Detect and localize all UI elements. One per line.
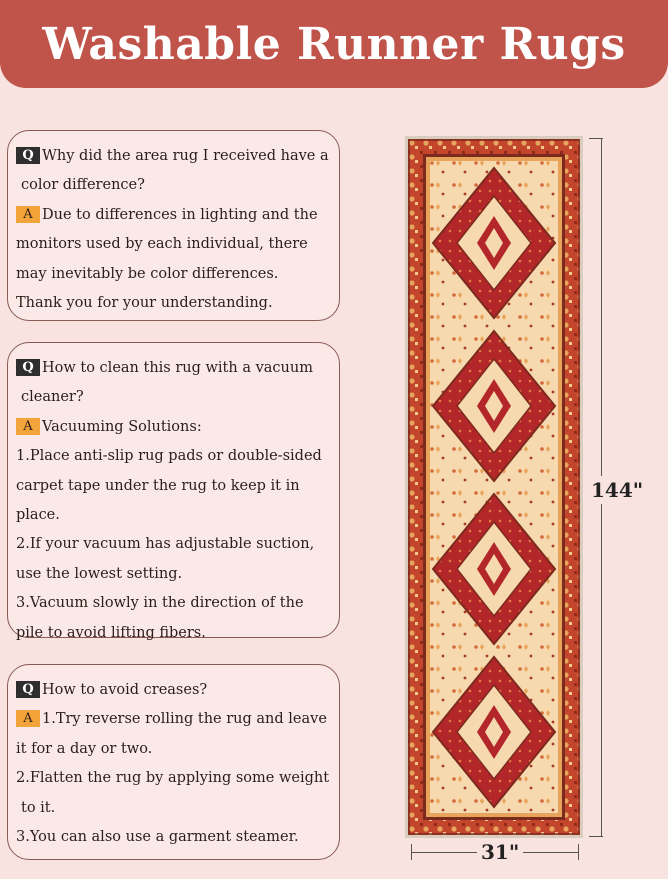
- answer-line: Due to differences in lighting and the: [42, 206, 318, 223]
- answer-line: Vacuuming Solutions:: [42, 418, 202, 435]
- question-badge: Q: [16, 359, 40, 376]
- faq-question: [16, 142, 335, 171]
- answer-line: to it.: [21, 799, 56, 816]
- answer-line: monitors used by each individual, there: [16, 236, 308, 253]
- question-line: How to clean this rug with a vacuum: [42, 360, 313, 376]
- answer-line: use the lowest setting.: [16, 565, 183, 582]
- faq-answer: [16, 705, 335, 734]
- width-label: 31": [477, 840, 523, 864]
- answer-line: 1.Try reverse rolling the rug and leave: [42, 711, 327, 728]
- answer-badge: A: [16, 710, 40, 727]
- question-badge: Q: [16, 681, 40, 698]
- question-line: How to avoid creases?: [42, 682, 208, 698]
- answer-badge: A: [16, 418, 40, 435]
- width-dimension-cap-right: [578, 844, 579, 860]
- answer-line: may inevitably be color differences.: [16, 265, 279, 282]
- answer-line: Thank you for your understanding.: [16, 295, 273, 312]
- faq-question: [16, 354, 335, 383]
- faq-answer: [16, 201, 335, 230]
- faq-question: [16, 676, 335, 705]
- faq-card-creases: [7, 664, 340, 860]
- length-dimension-cap-top: [589, 138, 603, 139]
- faq-card-vacuum-cleaning: [7, 342, 340, 641]
- answer-line: it for a day or two.: [16, 740, 153, 757]
- faq-card-color-difference: [7, 130, 340, 321]
- width-dimension-cap-left: [411, 844, 412, 860]
- faq-answer: [16, 413, 335, 442]
- question-line: cleaner?: [21, 389, 84, 406]
- length-label: 144": [591, 478, 644, 502]
- answer-line: 2.If your vacuum has adjustable suction,: [16, 536, 315, 553]
- answer-line: 3.You can also use a garment steamer.: [16, 829, 299, 846]
- rug-product-figure: [405, 136, 645, 866]
- question-badge: Q: [16, 147, 40, 164]
- answer-line: 3.Vacuum slowly in the direction of the: [16, 595, 304, 612]
- answer-badge: A: [16, 206, 40, 223]
- answer-line: 1.Place anti-slip rug pads or double-sided: [16, 448, 322, 465]
- answer-line: 2.Flatten the rug by applying some weight: [16, 770, 330, 787]
- answer-line: carpet tape under the rug to keep it in: [16, 477, 300, 494]
- runner-rug-image: [405, 136, 583, 838]
- answer-line: pile to avoid lifting fibers.: [16, 624, 206, 641]
- length-dimension-cap-bottom: [589, 836, 603, 837]
- question-line: color difference?: [21, 177, 145, 194]
- answer-line: place.: [16, 507, 60, 524]
- page-title: Washable Runner Rugs: [42, 18, 626, 70]
- title-banner: [0, 0, 668, 88]
- question-line: Why did the area rug I received have a: [42, 148, 329, 164]
